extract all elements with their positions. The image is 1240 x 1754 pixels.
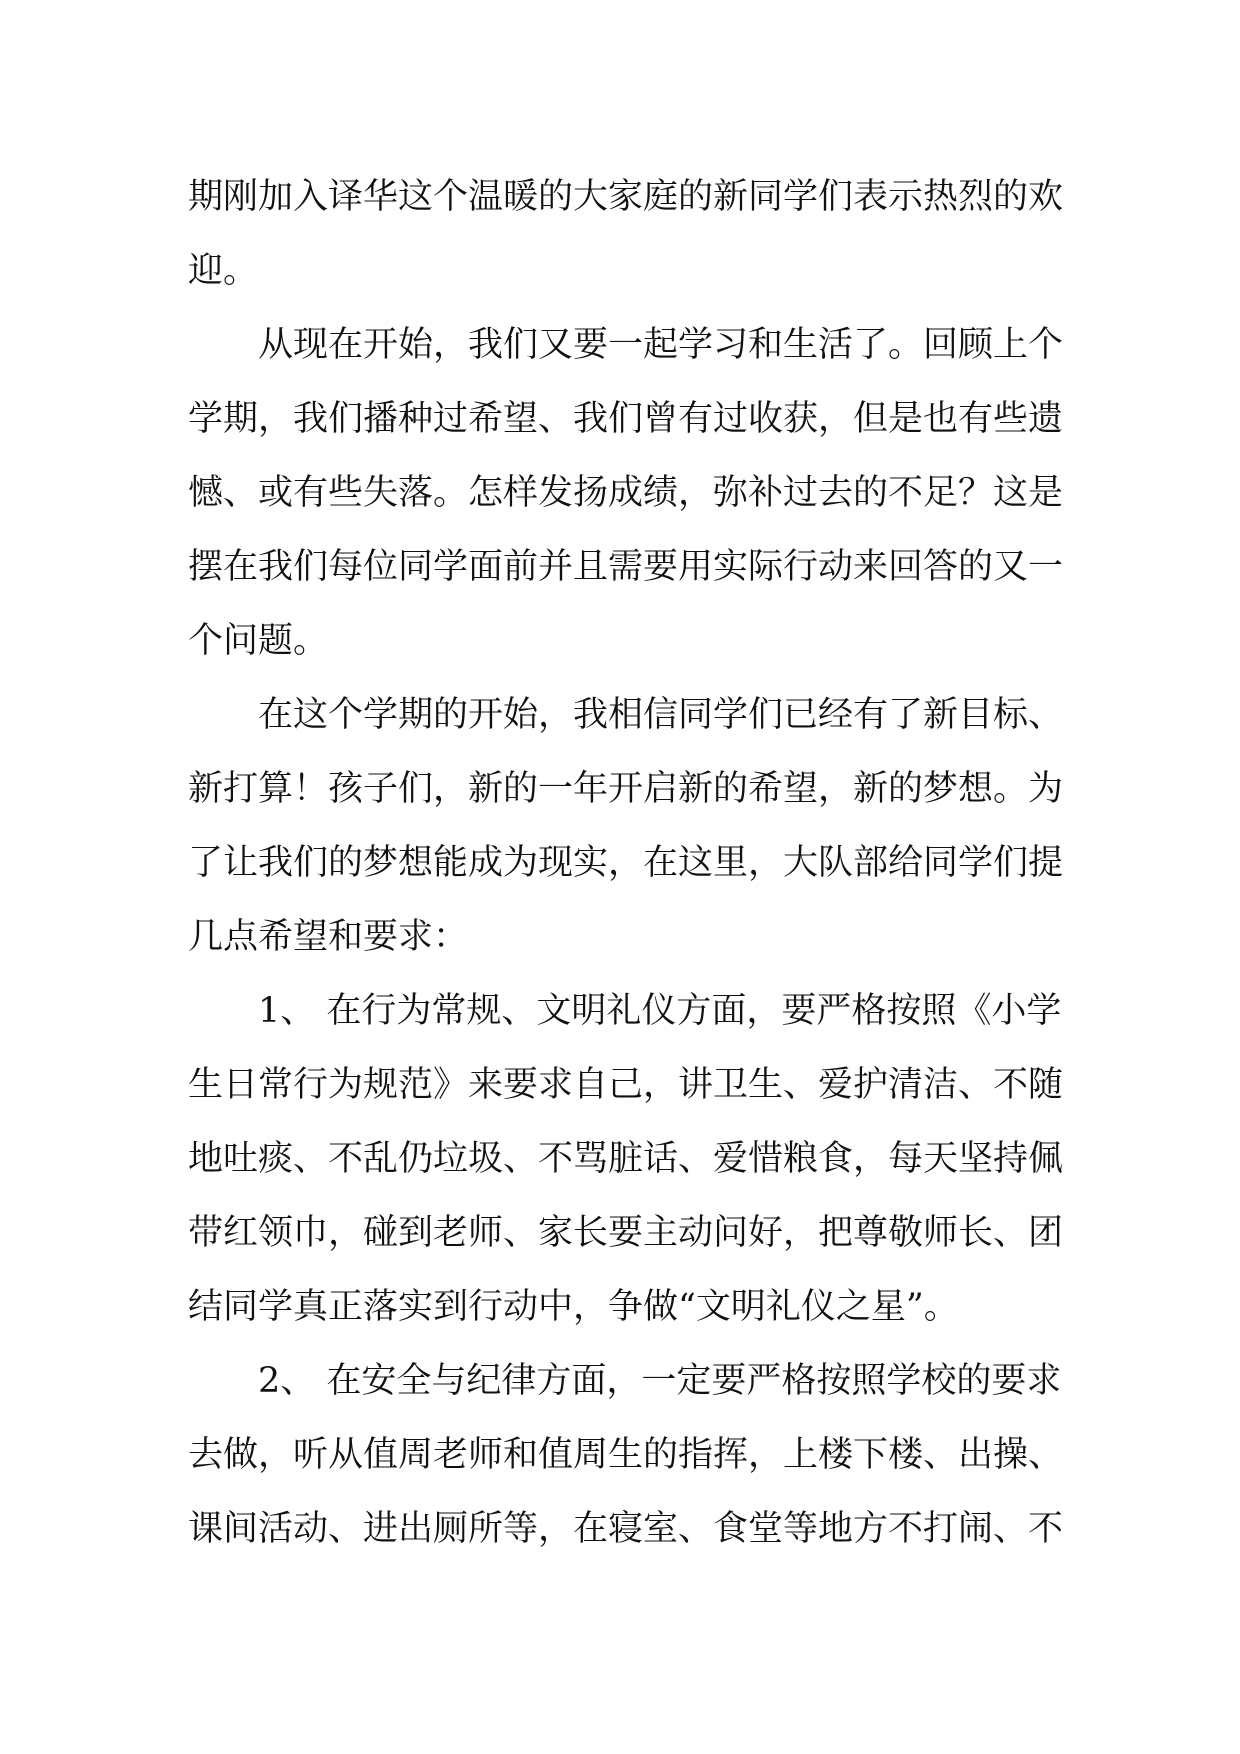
text-line: 迎。 [188,251,259,291]
text-line: 地吐痰、不乱仍垃圾、不骂脏话、爱惜粮食，每天坚持佩 [188,1139,1064,1179]
text-line: 新打算！孩子们，新的一年开启新的希望，新的梦想。为 [188,769,1064,809]
paragraph [188,974,1064,1344]
text-line: 课间活动、进出厕所等，在寝室、食堂等地方不打闹、不 [188,1509,1064,1549]
paragraph [188,1344,1064,1566]
text-line: 几点希望和要求： [188,917,469,957]
document-body [188,160,1064,1566]
paragraph [188,678,1064,974]
text-line: 憾、或有些失落。怎样发扬成绩，弥补过去的不足？这是 [188,473,1064,513]
text-line: 摆在我们每位同学面前并且需要用实际行动来回答的又一 [188,547,1064,587]
text-line: 期刚加入译华这个温暖的大家庭的新同学们表示热烈的欢 [188,177,1064,217]
text-line: 结同学真正落实到行动中，争做“文明礼仪之星”。 [188,1287,959,1327]
text-line: 了让我们的梦想能成为现实，在这里，大队部给同学们提 [188,843,1064,883]
text-line: 学期，我们播种过希望、我们曾有过收获，但是也有些遗 [188,399,1064,439]
text-line: 从现在开始，我们又要一起学习和生活了。回顾上个 [258,325,1064,365]
text-line: 2、 在安全与纪律方面，一定要严格按照学校的要求 [258,1361,1062,1401]
text-line: 1、 在行为常规、文明礼仪方面，要严格按照《小学 [258,991,1062,1031]
text-line: 生日常行为规范》来要求自己，讲卫生、爱护清洁、不随 [188,1065,1064,1105]
text-line: 去做，听从值周老师和值周生的指挥，上楼下楼、出操、 [188,1435,1064,1475]
text-line: 个问题。 [188,621,329,661]
text-line: 在这个学期的开始，我相信同学们已经有了新目标、 [258,695,1064,735]
text-line: 带红领巾，碰到老师、家长要主动问好，把尊敬师长、团 [188,1213,1064,1253]
paragraph [188,160,1064,308]
paragraph [188,308,1064,678]
